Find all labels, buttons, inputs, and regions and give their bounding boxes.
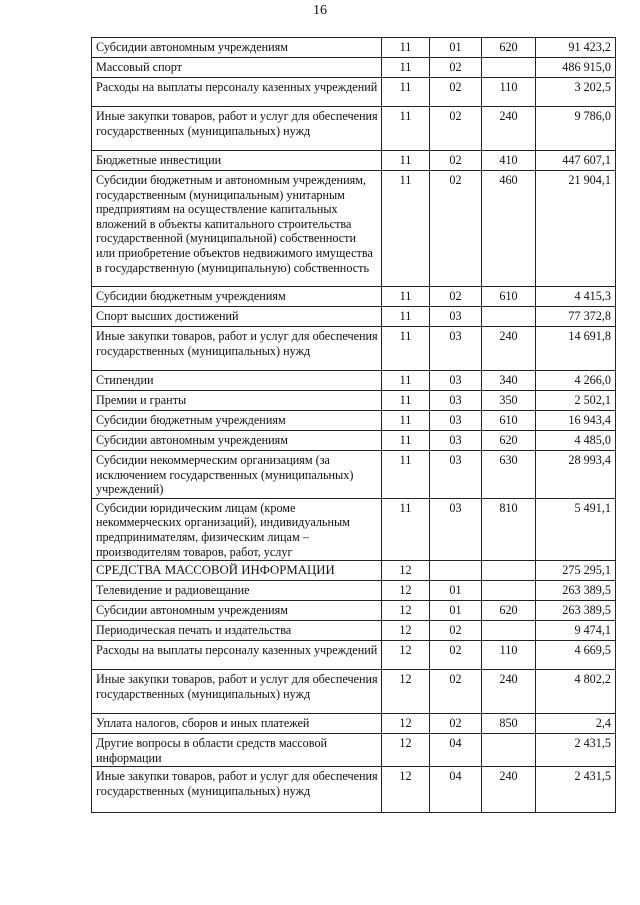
section-code-cell: 11 (382, 58, 430, 78)
expense-name-cell: Субсидии автономным учреждениям (92, 431, 382, 451)
section-code-cell: 12 (382, 767, 430, 813)
subsection-code-cell: 03 (430, 391, 482, 411)
amount-cell: 2 431,5 (536, 767, 616, 813)
subsection-code-cell: 02 (430, 287, 482, 307)
expense-name-cell: Бюджетные инвестиции (92, 151, 382, 171)
expense-type-code-cell: 620 (482, 38, 536, 58)
section-code-cell: 11 (382, 151, 430, 171)
amount-cell: 486 915,0 (536, 58, 616, 78)
expense-type-code-cell (482, 621, 536, 641)
expense-name-cell: Субсидии автономным учреждениям (92, 601, 382, 621)
section-code-cell: 12 (382, 734, 430, 767)
amount-cell: 4 485,0 (536, 431, 616, 451)
subsection-code-cell: 03 (430, 307, 482, 327)
subsection-code-cell: 02 (430, 151, 482, 171)
amount-cell: 16 943,4 (536, 411, 616, 431)
expense-type-code-cell (482, 561, 536, 581)
expense-name-cell: Субсидии бюджетным учреждениям (92, 287, 382, 307)
expense-type-code-cell: 850 (482, 714, 536, 734)
subsection-code-cell: 01 (430, 601, 482, 621)
budget-table (91, 37, 616, 813)
section-code-cell: 11 (382, 411, 430, 431)
table-row (92, 327, 616, 371)
section-code-cell: 11 (382, 171, 430, 287)
amount-cell: 21 904,1 (536, 171, 616, 287)
expense-name-cell: Периодическая печать и издательства (92, 621, 382, 641)
expense-name-cell: Субсидии юридическим лицам (кроме некоммерческих организаций), индивидуальным предпринимателям, физическим лицам – производителям товаров, работ, услуг (92, 498, 382, 560)
subsection-code-cell: 03 (430, 411, 482, 431)
expense-type-code-cell: 610 (482, 411, 536, 431)
expense-type-code-cell: 240 (482, 767, 536, 813)
expense-name-cell: Субсидии бюджетным учреждениям (92, 411, 382, 431)
expense-type-code-cell (482, 58, 536, 78)
subsection-code-cell: 02 (430, 107, 482, 151)
amount-cell: 4 415,3 (536, 287, 616, 307)
section-code-cell: 12 (382, 561, 430, 581)
subsection-code-cell: 03 (430, 431, 482, 451)
section-code-cell: 12 (382, 581, 430, 601)
expense-name-cell: Иные закупки товаров, работ и услуг для обеспечения государственных (муниципальных) нужд (92, 670, 382, 714)
table-row (92, 107, 616, 151)
expense-type-code-cell: 240 (482, 107, 536, 151)
expense-type-code-cell: 620 (482, 601, 536, 621)
expense-type-code-cell: 410 (482, 151, 536, 171)
expense-type-code-cell: 110 (482, 641, 536, 670)
amount-cell: 263 389,5 (536, 581, 616, 601)
section-code-cell: 12 (382, 621, 430, 641)
table-row (92, 621, 616, 641)
section-code-cell: 11 (382, 307, 430, 327)
subsection-code-cell: 01 (430, 581, 482, 601)
section-code-cell: 11 (382, 498, 430, 560)
expense-type-code-cell: 630 (482, 451, 536, 499)
page-number: 16 (313, 3, 327, 18)
table-row (92, 641, 616, 670)
table-row (92, 714, 616, 734)
expense-type-code-cell: 110 (482, 78, 536, 107)
expense-type-code-cell: 240 (482, 327, 536, 371)
amount-cell: 4 669,5 (536, 641, 616, 670)
expense-name-cell: Субсидии некоммерческим организациям (за исключением государственных (муниципальных) учреждений) (92, 451, 382, 499)
amount-cell: 9 786,0 (536, 107, 616, 151)
section-code-cell: 11 (382, 451, 430, 499)
section-code-cell: 11 (382, 371, 430, 391)
section-code-cell: 12 (382, 601, 430, 621)
subsection-code-cell: 03 (430, 498, 482, 560)
table-row (92, 38, 616, 58)
expense-name-cell: Субсидии бюджетным и автономным учреждениям, государственным (муниципальным) унитарным предприятиям на осуществление капитальных вложений в объекты капитального строительства государственной (муниципальной) собственности или приобретение объектов недвижимого имущества в государственную (муниципальную) собственность (92, 171, 382, 287)
expense-type-code-cell (482, 581, 536, 601)
amount-cell: 9 474,1 (536, 621, 616, 641)
table-row (92, 498, 616, 560)
table-row (92, 411, 616, 431)
subsection-code-cell: 03 (430, 371, 482, 391)
amount-cell: 77 372,8 (536, 307, 616, 327)
section-code-cell: 11 (382, 287, 430, 307)
expense-name-cell: Иные закупки товаров, работ и услуг для обеспечения государственных (муниципальных) нужд (92, 327, 382, 371)
expense-type-code-cell: 460 (482, 171, 536, 287)
subsection-code-cell: 03 (430, 327, 482, 371)
expense-name-cell: Стипендии (92, 371, 382, 391)
section-code-cell: 11 (382, 431, 430, 451)
subsection-code-cell: 02 (430, 78, 482, 107)
table-row (92, 670, 616, 714)
amount-cell: 4 266,0 (536, 371, 616, 391)
section-code-cell: 12 (382, 641, 430, 670)
section-code-cell: 11 (382, 107, 430, 151)
expense-name-cell: Субсидии автономным учреждениям (92, 38, 382, 58)
expense-name-cell: Другие вопросы в области средств массовой информации (92, 734, 382, 767)
expense-name-cell: Спорт высших достижений (92, 307, 382, 327)
expense-name-cell: Расходы на выплаты персоналу казенных учреждений (92, 78, 382, 107)
table-row (92, 581, 616, 601)
subsection-code-cell (430, 561, 482, 581)
table-row-section (92, 561, 616, 581)
expense-name-cell: Иные закупки товаров, работ и услуг для обеспечения государственных (муниципальных) нужд (92, 767, 382, 813)
table-row (92, 171, 616, 287)
table-row (92, 287, 616, 307)
amount-cell: 2 431,5 (536, 734, 616, 767)
subsection-code-cell: 02 (430, 670, 482, 714)
section-code-cell: 11 (382, 38, 430, 58)
table-row (92, 307, 616, 327)
table-row (92, 451, 616, 499)
amount-cell: 275 295,1 (536, 561, 616, 581)
amount-cell: 14 691,8 (536, 327, 616, 371)
amount-cell: 3 202,5 (536, 78, 616, 107)
section-code-cell: 12 (382, 670, 430, 714)
expense-type-code-cell: 610 (482, 287, 536, 307)
table-row (92, 601, 616, 621)
subsection-code-cell: 02 (430, 621, 482, 641)
expense-name-cell: Уплата налогов, сборов и иных платежей (92, 714, 382, 734)
amount-cell: 447 607,1 (536, 151, 616, 171)
expense-name-cell: Расходы на выплаты персоналу казенных учреждений (92, 641, 382, 670)
section-code-cell: 11 (382, 391, 430, 411)
subsection-code-cell: 02 (430, 714, 482, 734)
table-row (92, 734, 616, 767)
table-row (92, 767, 616, 813)
table-row (92, 78, 616, 107)
expense-type-code-cell: 340 (482, 371, 536, 391)
section-code-cell: 11 (382, 78, 430, 107)
expense-name-cell: Массовый спорт (92, 58, 382, 78)
expense-type-code-cell: 240 (482, 670, 536, 714)
section-code-cell: 11 (382, 327, 430, 371)
table-row (92, 431, 616, 451)
subsection-code-cell: 04 (430, 767, 482, 813)
expense-type-code-cell: 620 (482, 431, 536, 451)
amount-cell: 5 491,1 (536, 498, 616, 560)
expense-name-cell: Иные закупки товаров, работ и услуг для обеспечения государственных (муниципальных) нужд (92, 107, 382, 151)
expense-type-code-cell: 350 (482, 391, 536, 411)
expense-type-code-cell (482, 307, 536, 327)
expense-type-code-cell (482, 734, 536, 767)
section-code-cell: 12 (382, 714, 430, 734)
amount-cell: 4 802,2 (536, 670, 616, 714)
subsection-code-cell: 03 (430, 451, 482, 499)
budget-table-body (92, 38, 616, 813)
expense-name-cell: СРЕДСТВА МАССОВОЙ ИНФОРМАЦИИ (92, 561, 382, 581)
subsection-code-cell: 02 (430, 171, 482, 287)
subsection-code-cell: 04 (430, 734, 482, 767)
subsection-code-cell: 02 (430, 58, 482, 78)
table-row (92, 371, 616, 391)
subsection-code-cell: 02 (430, 641, 482, 670)
expense-name-cell: Премии и гранты (92, 391, 382, 411)
amount-cell: 2,4 (536, 714, 616, 734)
amount-cell: 2 502,1 (536, 391, 616, 411)
amount-cell: 263 389,5 (536, 601, 616, 621)
amount-cell: 28 993,4 (536, 451, 616, 499)
table-row (92, 391, 616, 411)
table-row (92, 151, 616, 171)
subsection-code-cell: 01 (430, 38, 482, 58)
amount-cell: 91 423,2 (536, 38, 616, 58)
table-row (92, 58, 616, 78)
expense-type-code-cell: 810 (482, 498, 536, 560)
expense-name-cell: Телевидение и радиовещание (92, 581, 382, 601)
